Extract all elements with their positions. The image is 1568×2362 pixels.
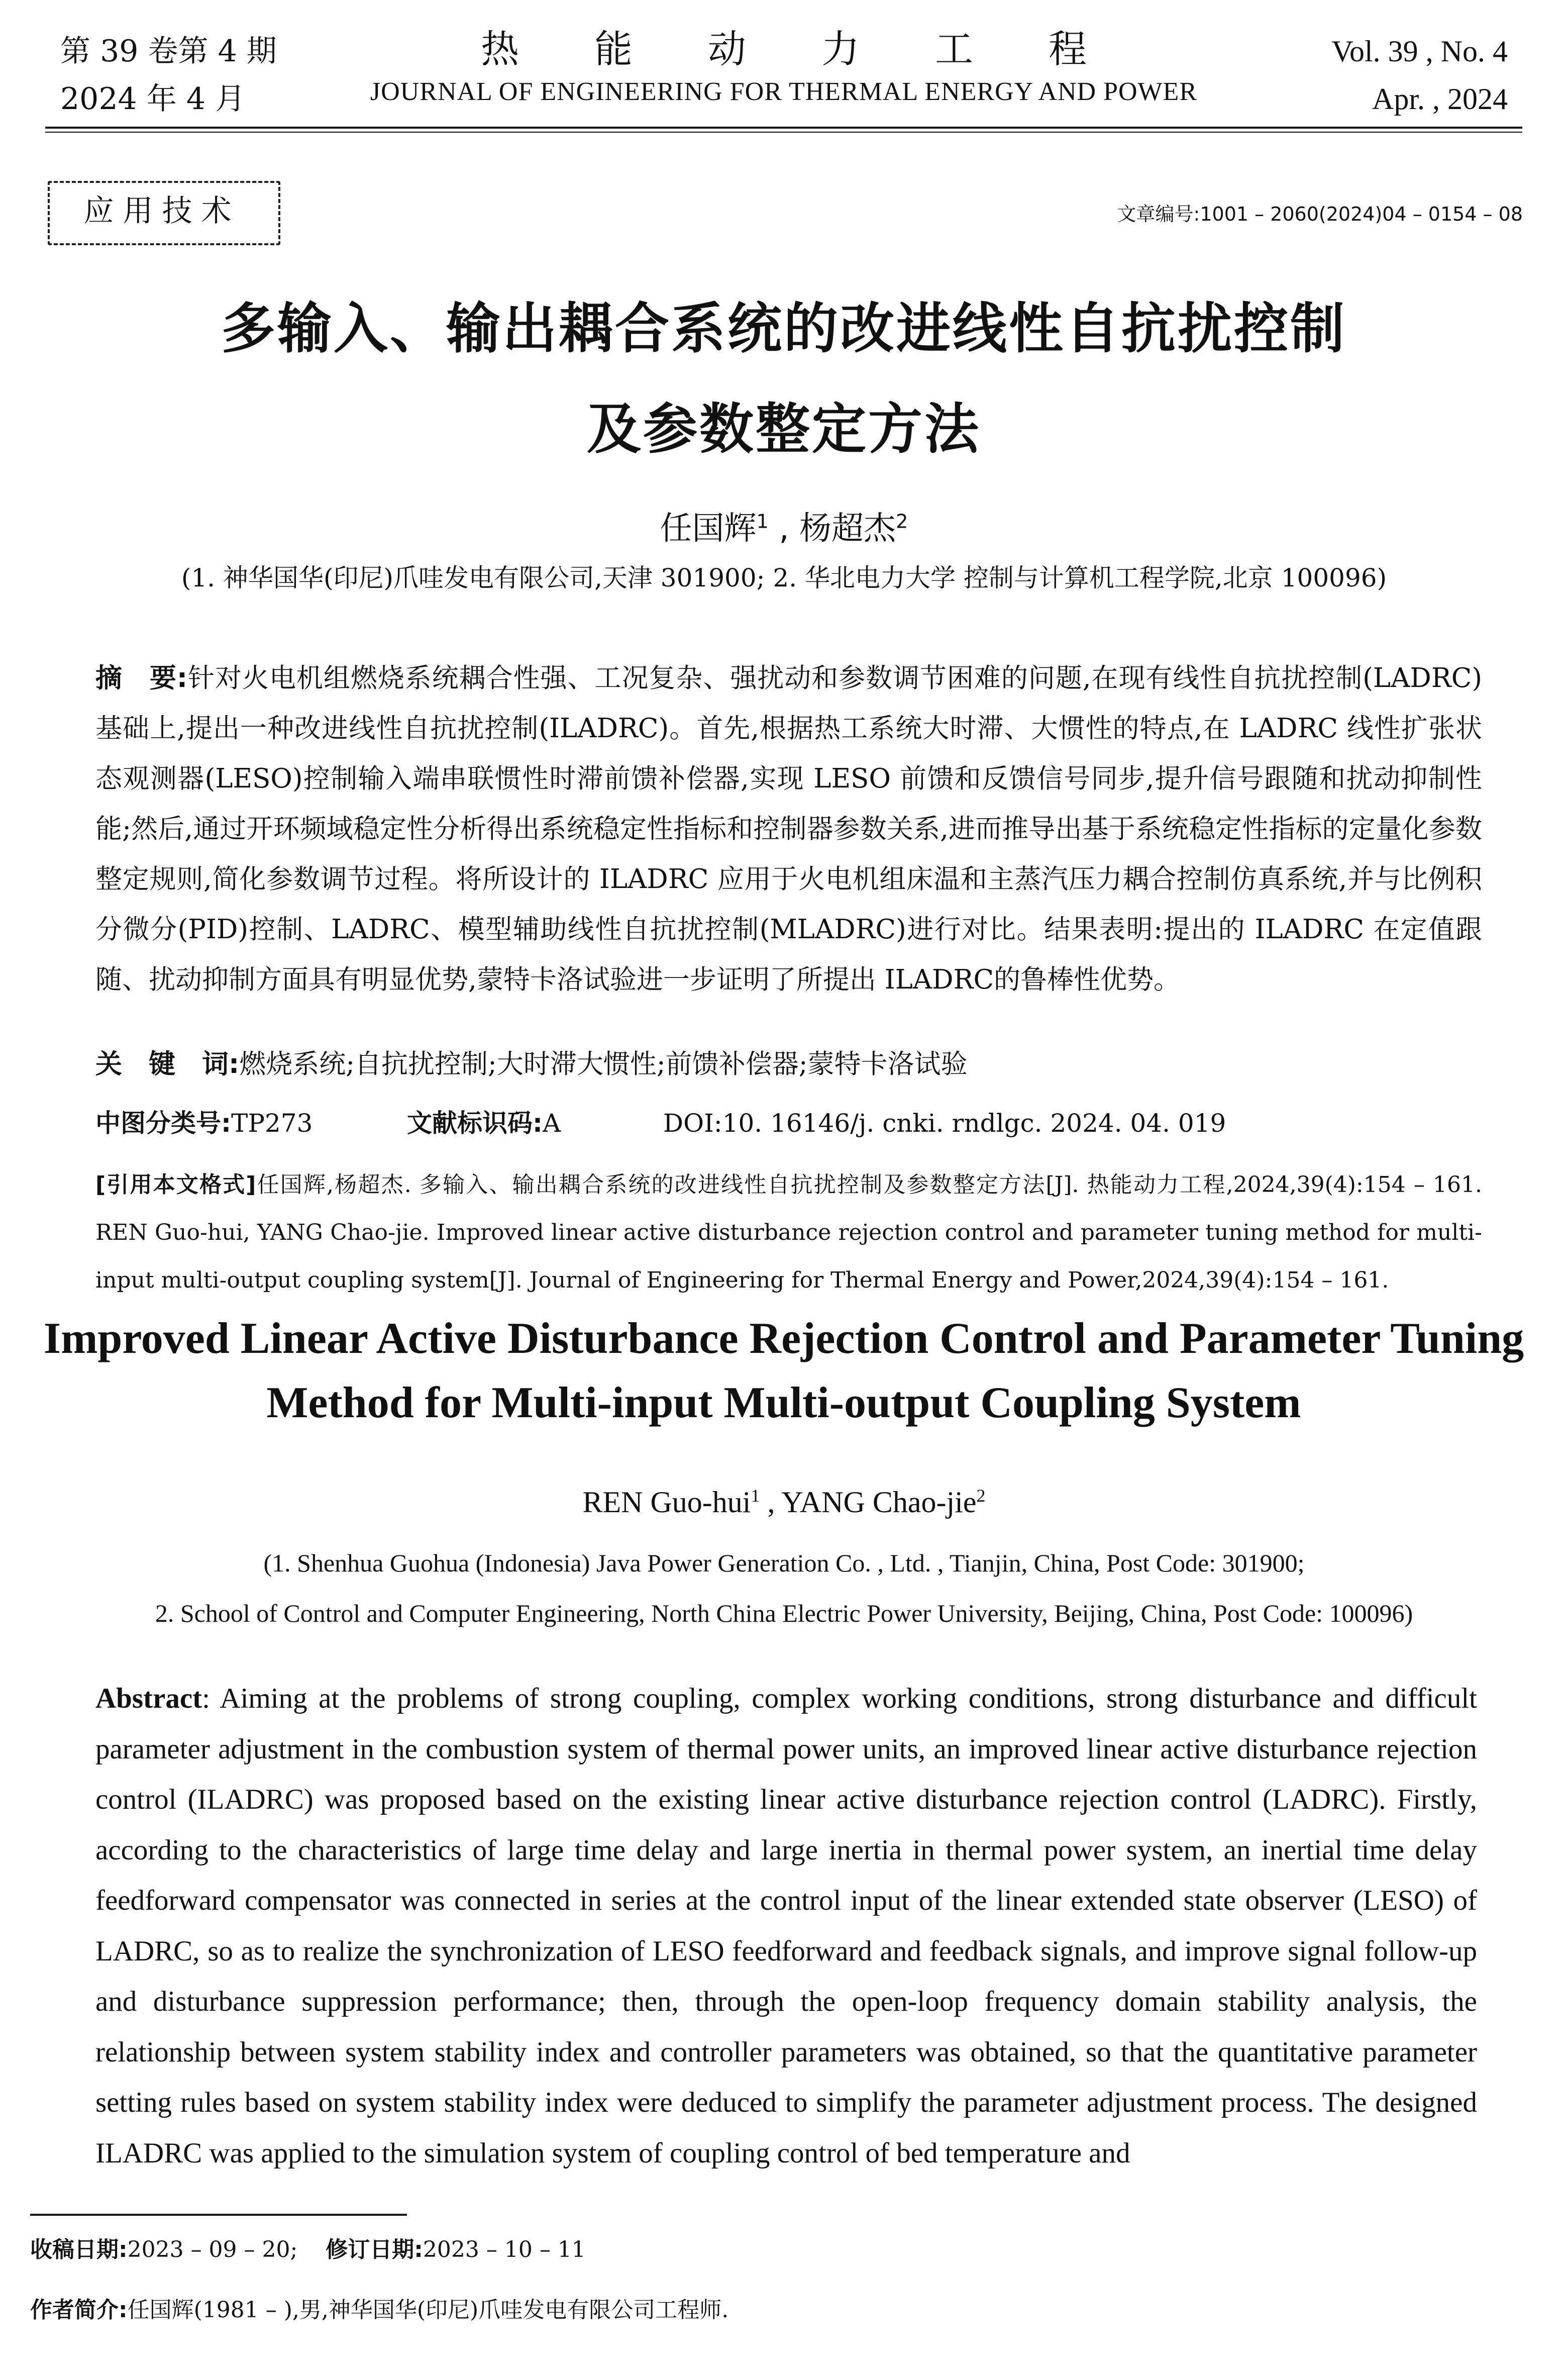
keywords-cn-label: 关 键 词: (95, 1049, 240, 1079)
keywords-cn (95, 1043, 968, 1081)
author-1-cn: 任国辉 (660, 510, 757, 547)
author-sep-cn: , (768, 510, 800, 547)
footnote-bio (30, 2292, 728, 2324)
title-cn (75, 279, 1492, 480)
received-label: 收稿日期: (30, 2237, 128, 2262)
issue-info-en (1331, 28, 1508, 123)
affiliation-cn: (1. 神华国华(印尼)爪哇发电有限公司,天津 301900; 2. 华北电力大学 控制与计算机工程学院,北京 100096) (181, 563, 1387, 593)
title-en (30, 1307, 1537, 1435)
affiliation-en (0, 1538, 1568, 1638)
clc-value: TP273 (231, 1109, 313, 1138)
header-rule-top (45, 127, 1522, 129)
doc-code-value: A (543, 1109, 561, 1138)
author-1-cn-sup: 1 (756, 510, 769, 533)
citation-label: [引用本文格式] (95, 1172, 256, 1198)
abstract-en-text: Aiming at the problems of strong coupling, complex working conditions, strong disturbance and difficult parameter adjustment in the combustion system of thermal power units, an improved linear active disturbance rejection control (ILADRC) was proposed based on the existing linear active disturbance rejection control (LADRC). Firstly, according to the characteristics of large time delay and large inertia in thermal power system, an inertial time delay feedforward compensator was connected in series at the control input of the linear extended state observer (LESO) of LADRC, so as to realize the synchronization of LESO feedforward and feedback signals, and improve signal follow-up and disturbance suppression performance; then, through the open-loop frequency domain stability analysis, the relationship between system stability index and controller parameters was obtained, so that the quantitative parameter setting rules based on system stability index were deduced to simplify the parameter adjustment process. The designed ILADRC was applied to the simulation system of coupling control of bed temperature and (95, 1683, 1477, 2169)
journal-masthead (352, 24, 1216, 110)
date-cn: 2024 年 4 月 (60, 81, 246, 117)
bio-label: 作者简介: (30, 2297, 128, 2323)
header-rule-bottom (45, 132, 1522, 133)
title-en-line2: Method for Multi-input Multi-output Coupling System (266, 1379, 1301, 1427)
title-cn-line2: 及参数整定方法 (586, 398, 981, 461)
author-2-en: YANG Chao-jie (781, 1486, 977, 1519)
abstract-en-colon: : (202, 1683, 220, 1714)
section-tag: 应用技术 (83, 193, 241, 229)
citation (95, 1161, 1482, 1304)
author-2-cn: 杨超杰 (799, 510, 896, 547)
title-cn-line1: 多输入、输出耦合系统的改进线性自抗扰控制 (221, 298, 1346, 360)
authors-en (0, 1485, 1568, 1520)
journal-name-cn: 热能动力工程 (481, 27, 1162, 71)
doc-code-label: 文献标识码: (407, 1109, 543, 1138)
abstract-cn (95, 653, 1482, 1005)
footnote-dates (30, 2231, 586, 2263)
article-number: 文章编号:1001 – 2060(2024)04 – 0154 – 08 (1117, 203, 1523, 225)
footnote-rule (30, 2214, 407, 2216)
author-1-en: REN Guo-hui (582, 1486, 751, 1519)
title-en-line1: Improved Linear Active Disturbance Rejection Control and Parameter Tuning (43, 1314, 1524, 1363)
revised-label: 修订日期: (326, 2237, 423, 2262)
author-2-en-sup: 2 (976, 1486, 986, 1506)
abstract-en (95, 1674, 1477, 2179)
journal-name-en: JOURNAL OF ENGINEERING FOR THERMAL ENERGY AND POWER (370, 77, 1198, 106)
author-1-en-sup: 1 (751, 1486, 760, 1506)
bio-value: 任国辉(1981 – ),男,神华国华(印尼)爪哇发电有限公司工程师. (127, 2297, 729, 2323)
author-2-cn-sup: 2 (896, 510, 908, 533)
issue-info-cn (60, 28, 277, 123)
date-en: Apr. , 2024 (1372, 82, 1508, 116)
abstract-cn-text: 针对火电机组燃烧系统耦合性强、工况复杂、强扰动和参数调节困难的问题,在现有线性自抗扰控制(LADRC)基础上,提出一种改进线性自抗扰控制(ILADRC)。首先,根据热工系统大时滞、大惯性的特点,在 LADRC 线性扩张状态观测器(LESO)控制输入端串联惯性时滞前馈补偿器,实现 LESO 前馈和反馈信号同步,提升信号跟随和扰动抑制性能;然后,通过开环频域稳定性分析得出系统稳定性指标和控制器参数关系,进而推导出基于系统稳定性指标的定量化参数整定规则,简化参数调节过程。将所设计的 ILADRC 应用于火电机组床温和主蒸汽压力耦合控制仿真系统,并与比例积分微分(PID)控制、LADRC、模型辅助线性自抗扰控制(MLADRC)进行对比。结果表明:提出的 ILADRC 在定值跟随、扰动抑制方面具有明显优势,蒙特卡洛试验进一步证明了所提出 ILADRC的鲁棒性优势。 (95, 663, 1483, 995)
clc-label: 中图分类号: (95, 1109, 231, 1138)
author-sep-en: , (760, 1486, 782, 1519)
issue-cn: 第 39 卷第 4 期 (60, 34, 277, 69)
doi: DOI:10. 16146/j. cnki. rndlgc. 2024. 04. 019 (663, 1109, 1226, 1138)
authors-cn (0, 503, 1568, 549)
received-value: 2023 – 09 – 20; (127, 2237, 298, 2262)
affiliation-en-line1: (1. Shenhua Guohua (Indonesia) Java Power Generation Co. , Ltd. , Tianjin, China, Post Code: 301900; (263, 1549, 1305, 1577)
keywords-cn-text: 燃烧系统;自抗扰控制;大时滞大惯性;前馈补偿器;蒙特卡洛试验 (239, 1049, 968, 1079)
volume-en: Vol. 39 , No. 4 (1331, 35, 1508, 68)
affiliation-en-line2: 2. School of Control and Computer Engineering, North China Electric Power University, Beijing, China, Post Code: 100096) (155, 1599, 1413, 1627)
citation-text: 任国辉,杨超杰. 多输入、输出耦合系统的改进线性自抗扰控制及参数整定方法[J]. 热能动力工程,2024,39(4):154 – 161. REN Guo-hui, YANG Chao-jie. Improved linear active disturbance rejection control and parameter tuning method for multi-input multi-output coupling system[J]. Journal of Engineering for Thermal Energy and Power,2024,39(4):154 – 161. (95, 1172, 1482, 1293)
revised-value: 2023 – 10 – 11 (423, 2237, 586, 2262)
classification-line (95, 1103, 1482, 1139)
abstract-cn-label: 摘 要: (95, 663, 188, 694)
abstract-en-label: Abstract (95, 1683, 202, 1714)
